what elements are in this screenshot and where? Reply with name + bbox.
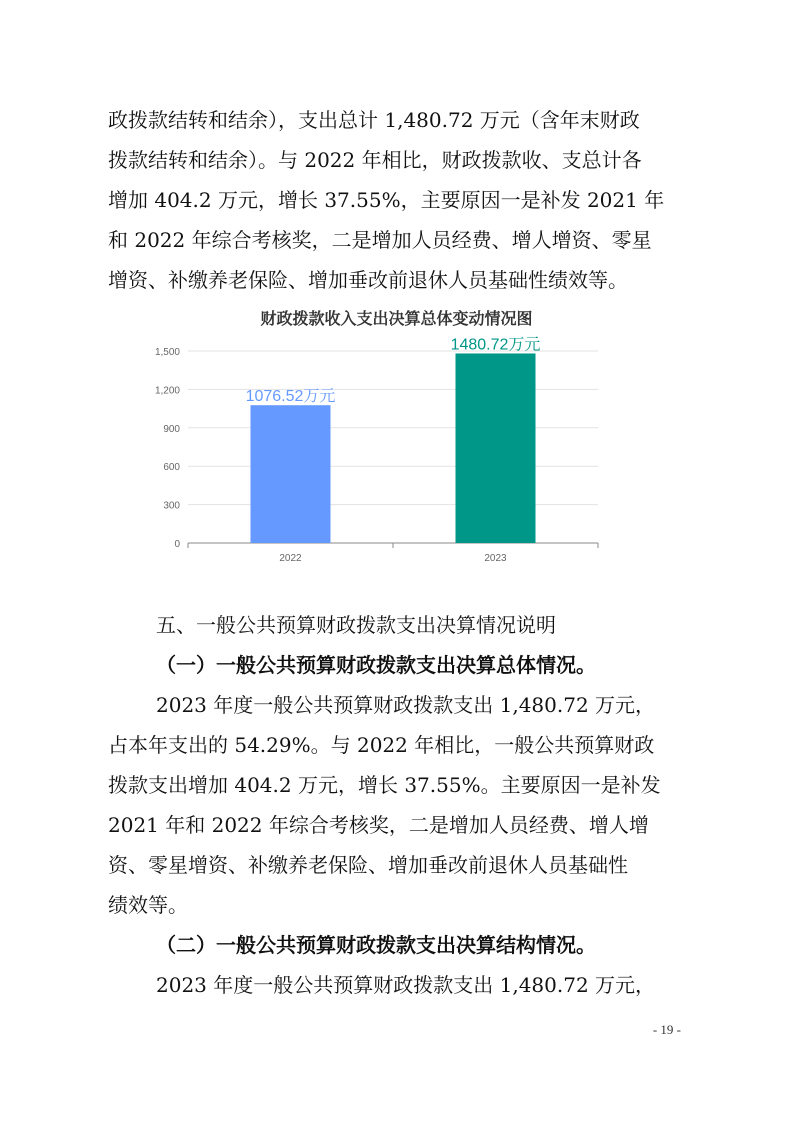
y-tick-label: 0 <box>174 539 180 550</box>
x-tick-label: 2023 <box>484 553 507 564</box>
chart-title: 财政拨款收入支出决算总体变动情况图 <box>260 309 533 328</box>
page-number: - 19 - <box>652 1022 681 1037</box>
paragraph-line: 占本年支出的 54.29%。与 2022 年相比，一般公共预算财政 <box>108 733 655 757</box>
y-tick-label: 900 <box>163 423 180 435</box>
x-tick-label: 2022 <box>279 553 302 564</box>
section-heading: 五、一般公共预算财政拨款支出决算情况说明 <box>156 613 556 637</box>
data-label: 1076.52万元 <box>245 388 336 406</box>
y-tick-label: 1,500 <box>154 347 180 358</box>
paragraph-line: 和 2022 年综合考核奖，二是增加人员经费、增人增资、零星 <box>108 228 652 252</box>
paragraph-line: 拨款结转和结余）。与 2022 年相比，财政拨款收、支总计各 <box>108 148 642 172</box>
paragraph-line: 政拨款结转和结余），支出总计 1,480.72 万元（含年末财政 <box>108 108 640 132</box>
paragraph-line: 绩效等。 <box>108 893 188 917</box>
paragraph-line: 资、零星增资、补缴养老保险、增加垂改前退休人员基础性 <box>108 853 628 877</box>
paragraph-line: 2023 年度一般公共预算财政拨款支出 1,480.72 万元， <box>156 973 656 997</box>
y-tick-label: 300 <box>163 500 180 512</box>
bar-chart <box>140 335 610 565</box>
bar-2022 <box>251 405 331 543</box>
bar-2023 <box>456 353 536 543</box>
y-tick-label: 600 <box>163 462 180 474</box>
subsection-heading: （一）一般公共预算财政拨款支出决算总体情况。 <box>156 653 596 677</box>
paragraph-line: 拨款支出增加 404.2 万元，增长 37.55%。主要原因一是补发 <box>108 773 661 797</box>
paragraph-line: 增加 404.2 万元，增长 37.55%，主要原因一是补发 2021 年 <box>108 188 665 212</box>
y-tick-label: 1,200 <box>154 385 180 397</box>
subsection-heading: （二）一般公共预算财政拨款支出决算结构情况。 <box>156 933 596 957</box>
paragraph-line: 2023 年度一般公共预算财政拨款支出 1,480.72 万元， <box>156 693 656 717</box>
paragraph-line: 2021 年和 2022 年综合考核奖，二是增加人员经费、增人增 <box>108 813 649 837</box>
paragraph-line: 增资、补缴养老保险、增加垂改前退休人员基础性绩效等。 <box>108 268 628 292</box>
data-label: 1480.72万元 <box>450 336 541 354</box>
